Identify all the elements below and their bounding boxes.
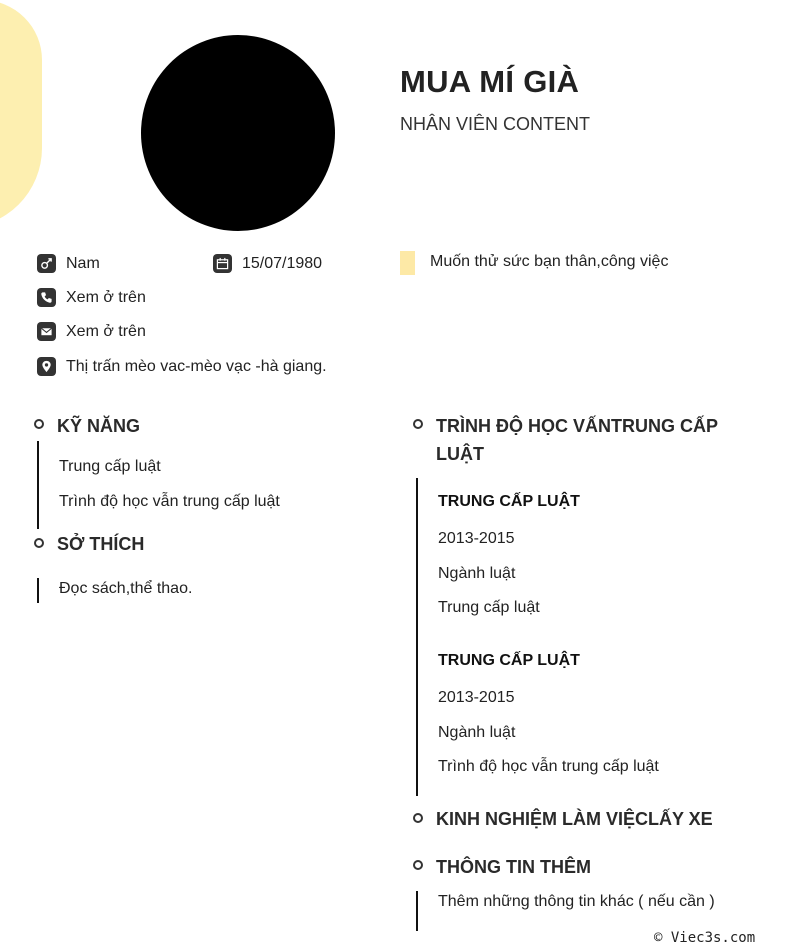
education-heading: TRÌNH ĐỘ HỌC VẤNTRUNG CẤP LUẬT [436,416,718,464]
education-detail: Trình độ học vẫn trung cấp luật [438,758,659,775]
education-divider [416,478,418,796]
decorative-banner [0,0,42,228]
phone-row [37,288,146,307]
location-icon [37,357,56,376]
skills-heading: KỸ NĂNG [57,416,141,436]
skills-divider [37,441,39,529]
calendar-icon [213,254,232,273]
hobby-item: Đọc sách,thể thao. [59,580,193,597]
email-icon [37,322,56,341]
skill-item: Trình độ học vẫn trung cấp luật [59,493,280,510]
job-title: NHÂN VIÊN CONTENT [400,114,591,134]
section-bullet [34,538,44,548]
skill-item: Trung cấp luật [59,458,161,475]
birthday-value: 15/07/1980 [242,254,323,272]
objective-marker [400,251,415,275]
email-value: Xem ở trên [66,322,146,340]
section-bullet [413,813,423,823]
education-major: Ngành luật [438,724,516,741]
education-major: Ngành luật [438,565,516,582]
experience-heading: KINH NGHIỆM LÀM VIỆCLẤY XE [436,809,713,829]
avatar [141,35,335,231]
gender-value: Nam [66,254,100,272]
watermark: © Viec3s.com [654,930,756,946]
phone-value: Xem ở trên [66,288,146,306]
phone-icon [37,288,56,307]
section-bullet [413,419,423,429]
additional-divider [416,891,418,931]
education-years: 2013-2015 [438,530,515,547]
hobbies-divider [37,578,39,603]
hobbies-heading: SỞ THÍCH [57,534,145,554]
education-years: 2013-2015 [438,689,515,706]
additional-heading: THÔNG TIN THÊM [436,857,591,877]
education-school: TRUNG CẤP LUẬT [438,652,580,669]
gender-icon [37,254,56,273]
email-row [37,322,146,341]
career-objective: Muốn thử sức bạn thân,công việc [430,253,669,270]
education-detail: Trung cấp luật [438,599,540,616]
address-row [37,357,327,376]
gender-row [37,254,100,273]
section-bullet [34,419,44,429]
additional-text: Thêm những thông tin khác ( nếu cần ) [438,893,715,910]
education-school: TRUNG CẤP LUẬT [438,493,580,510]
address-value: Thị trấn mèo vac-mèo vạc -hà giang. [66,357,327,375]
birthday-row [213,254,322,273]
candidate-name: MUA MÍ GIÀ [400,64,580,99]
section-bullet [413,860,423,870]
